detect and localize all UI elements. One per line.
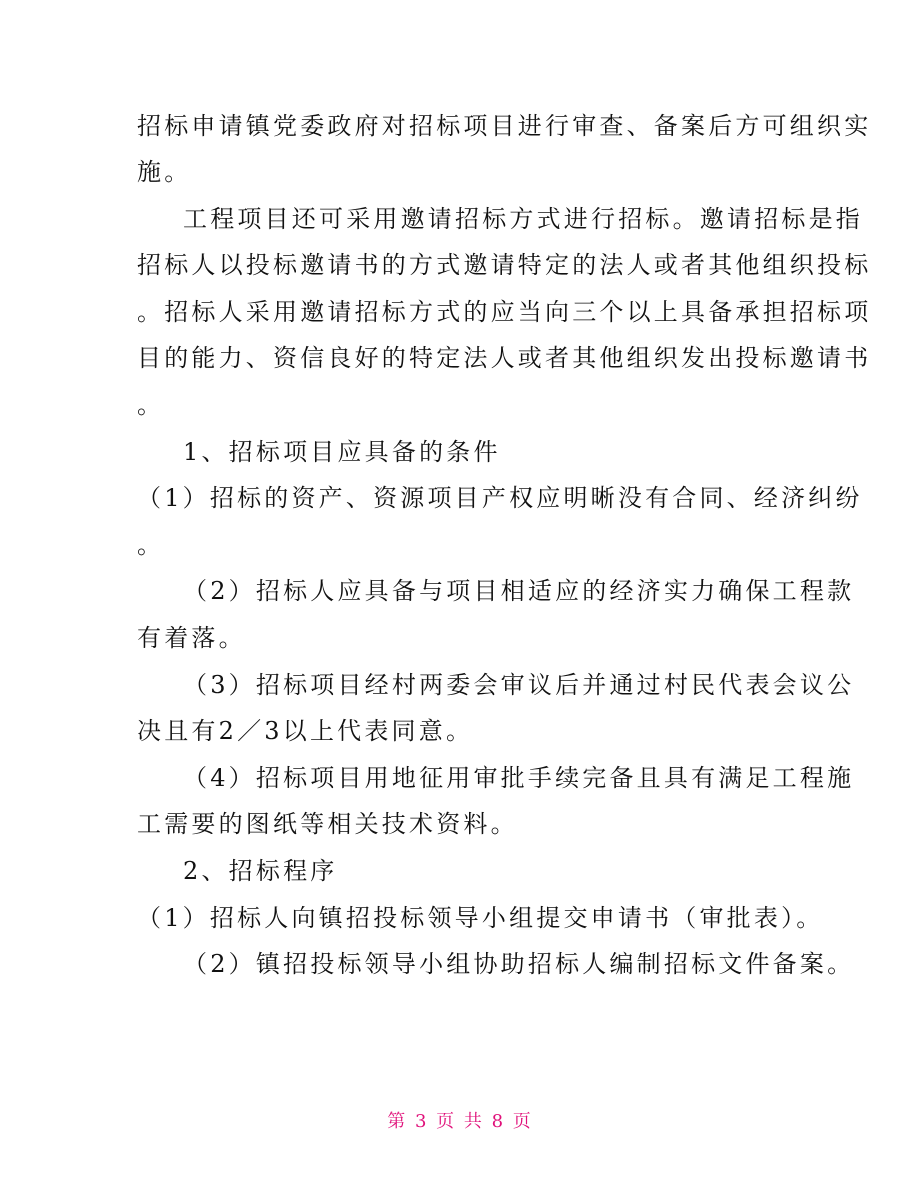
text-line: （2）镇招投标领导小组协助招标人编制招标文件备案。 <box>183 950 855 978</box>
text-line: （2）招标人应具备与项目相适应的经济实力确保工程款 <box>183 577 855 605</box>
page-number: 第 3 页 共 8 页 <box>387 1111 533 1132</box>
text-line: 。 <box>137 391 165 419</box>
text-line: 施。 <box>137 158 192 186</box>
text-line: 。招标人采用邀请招标方式的应当向三个以上具备承担招标项 <box>137 298 872 326</box>
text-line: 招标申请镇党委政府对招标项目进行审查、备案后方可组织实 <box>137 112 872 140</box>
text-line: 。 <box>137 531 165 559</box>
text-line: 工程项目还可采用邀请招标方式进行招标。邀请招标是指 <box>183 205 863 233</box>
text-line: 有着落。 <box>137 624 246 652</box>
text-line: 招标人以投标邀请书的方式邀请特定的法人或者其他组织投标 <box>137 251 872 279</box>
text-line: 目的能力、资信良好的特定法人或者其他组织发出投标邀请书 <box>137 344 872 372</box>
text-line: 决且有2／3以上代表同意。 <box>137 717 474 745</box>
text-line: （3）招标项目经村两委会审议后并通过村民代表会议公 <box>183 671 855 699</box>
section-heading: 2、招标程序 <box>183 857 338 885</box>
section-heading: 1、招标项目应具备的条件 <box>183 438 501 466</box>
text-line: （4）招标项目用地征用审批手续完备且具有满足工程施 <box>183 764 855 792</box>
text-line: （1）招标的资产、资源项目产权应明晰没有合同、经济纠纷 <box>137 484 863 512</box>
text-line: 工需要的图纸等相关技术资料。 <box>137 810 518 838</box>
text-line: （1）招标人向镇招投标领导小组提交申请书（审批表）。 <box>137 904 824 932</box>
